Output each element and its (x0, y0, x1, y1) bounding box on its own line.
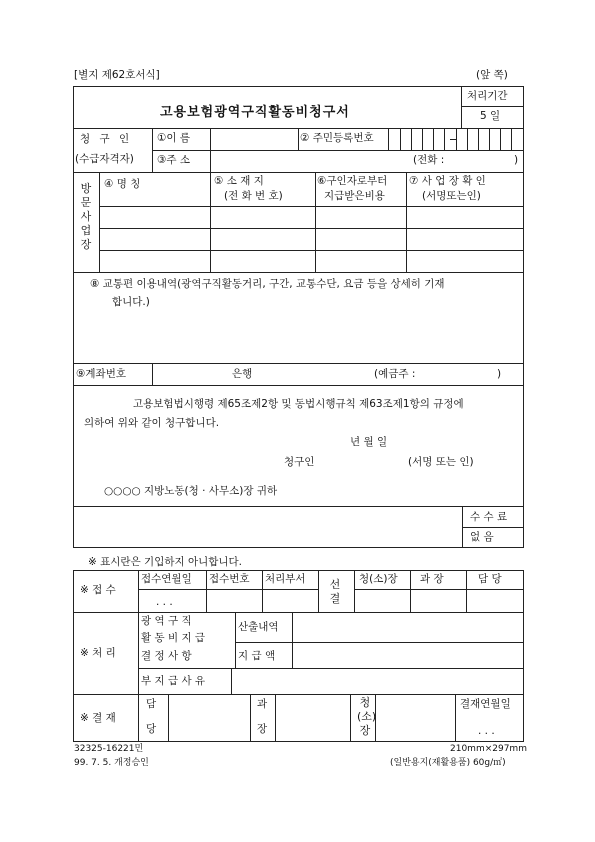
decision-label-2: 활 동 비 지 급 (141, 632, 206, 644)
approval-chief-2: 장 (257, 723, 268, 735)
form-title: 고용보험광역구직활동비청구서 (160, 105, 350, 120)
bank-name-field[interactable] (153, 364, 229, 384)
processing-period-value: 5 일 (480, 110, 501, 122)
page-side: (앞 쪽) (476, 69, 508, 81)
approval-note: 99. 7. 5. 개정승인 (74, 758, 149, 768)
claim-date: 년 월 일 (350, 436, 388, 448)
nonpay-field[interactable] (232, 669, 523, 693)
declaration-text-cont: 의하여 위와 같이 청구합니다. (84, 417, 220, 429)
approval-staff-1: 담 (146, 698, 157, 710)
process-label: ※ 처 리 (80, 647, 116, 659)
visit-side-label: 방문사업장 (80, 182, 92, 251)
phone-close: ) (514, 154, 519, 166)
transport-instruction: ⑧ 교통편 이용내역(광역구직활동거리, 구간, 교통수단, 요금 등을 상세히 기재 (90, 278, 445, 290)
transport-instruction-cont: 합니다.) (112, 296, 150, 308)
paper-spec: (일반용지(재활용품) 60g/㎡) (390, 758, 506, 768)
form-code: 32325-16221민 (74, 744, 144, 754)
visit-row-2[interactable] (100, 229, 524, 250)
chief-header: 청(소)장 (359, 573, 398, 585)
receipt-date-dots: . . . (156, 596, 173, 608)
approval-head: 청(소)장 (357, 696, 377, 737)
approval-staff-2: 당 (146, 723, 157, 735)
processing-period-label: 처리기간 (467, 90, 508, 102)
nonpay-label: 부 지 급 사 유 (141, 675, 206, 687)
section-chief-header: 과 장 (420, 573, 444, 585)
office-use-notice: ※ 표시란은 기입하지 아니합니다. (88, 556, 243, 568)
declaration-text: 고용보험법시행령 제65조제2항 및 동법시행규칙 제63조제1항의 규정에 (133, 398, 464, 410)
address-label: ③주 소 (157, 154, 191, 166)
paper-size: 210mm×297mm (450, 744, 527, 754)
claimant-label: 청 구 인 (80, 133, 133, 145)
approval-chief-1: 과 (257, 698, 268, 710)
approval-label: ※ 결 재 (80, 712, 116, 724)
amount-field[interactable] (293, 643, 523, 667)
bank-label: 은행 (232, 368, 253, 380)
form-reference: [별지 제62호서식] (74, 69, 160, 81)
calc-label: 산출내역 (238, 621, 279, 633)
dept-header: 처리부서 (265, 573, 306, 585)
col-cost-sub: 지급받은비용 (324, 190, 385, 202)
calc-field[interactable] (293, 613, 523, 642)
address-field[interactable] (212, 151, 412, 171)
account-holder-label: (예금주 : (374, 368, 416, 380)
col-cost-header: ⑥구인자로부터 (317, 175, 388, 187)
phone-label: (전화 : (413, 154, 445, 166)
decision-label-3: 결 정 사 항 (141, 650, 192, 662)
receipt-label: ※ 접 수 (80, 584, 116, 596)
staff-header: 담 당 (478, 573, 502, 585)
decision-label-1: 광 역 구 직 (141, 615, 192, 627)
name-field[interactable] (212, 129, 298, 149)
transport-details-area[interactable] (74, 312, 523, 362)
col-name-header: ④ 명 칭 (104, 178, 141, 190)
claimant-sub-label: (수급자격자) (75, 153, 134, 165)
col-confirm-sub: (서명또는인) (422, 190, 481, 202)
receipt-date-header: 접수연월일 (141, 573, 192, 585)
sign-or-seal: (서명 또는 인) (408, 456, 474, 468)
name-label: ①이 름 (157, 132, 191, 144)
pre-approval-label: 선결 (329, 578, 341, 605)
amount-label: 지 급 액 (238, 650, 276, 662)
account-label: ⑨계좌번호 (76, 368, 126, 380)
col-location-sub: (전 화 번 호) (224, 190, 283, 202)
recipient-office: ○○○○ 지방노동(청 · 사무소)장 귀하 (104, 485, 278, 497)
visit-row-1[interactable] (100, 207, 524, 228)
visit-row-3[interactable] (100, 251, 524, 272)
receipt-no-header: 접수번호 (209, 573, 250, 585)
account-holder-close: ) (497, 368, 502, 380)
rrn-label: ② 주민등록번호 (300, 132, 374, 144)
fee-value: 없 음 (470, 531, 494, 543)
approval-date-header: 결재연월일 (460, 698, 511, 710)
claimant-sign-label: 청구인 (284, 456, 315, 468)
approval-date-dots: . . . (478, 725, 495, 737)
fee-label: 수 수 료 (470, 511, 508, 523)
col-location-header: ⑤ 소 재 지 (214, 175, 264, 187)
col-confirm-header: ⑦ 사 업 장 확 인 (409, 175, 486, 187)
